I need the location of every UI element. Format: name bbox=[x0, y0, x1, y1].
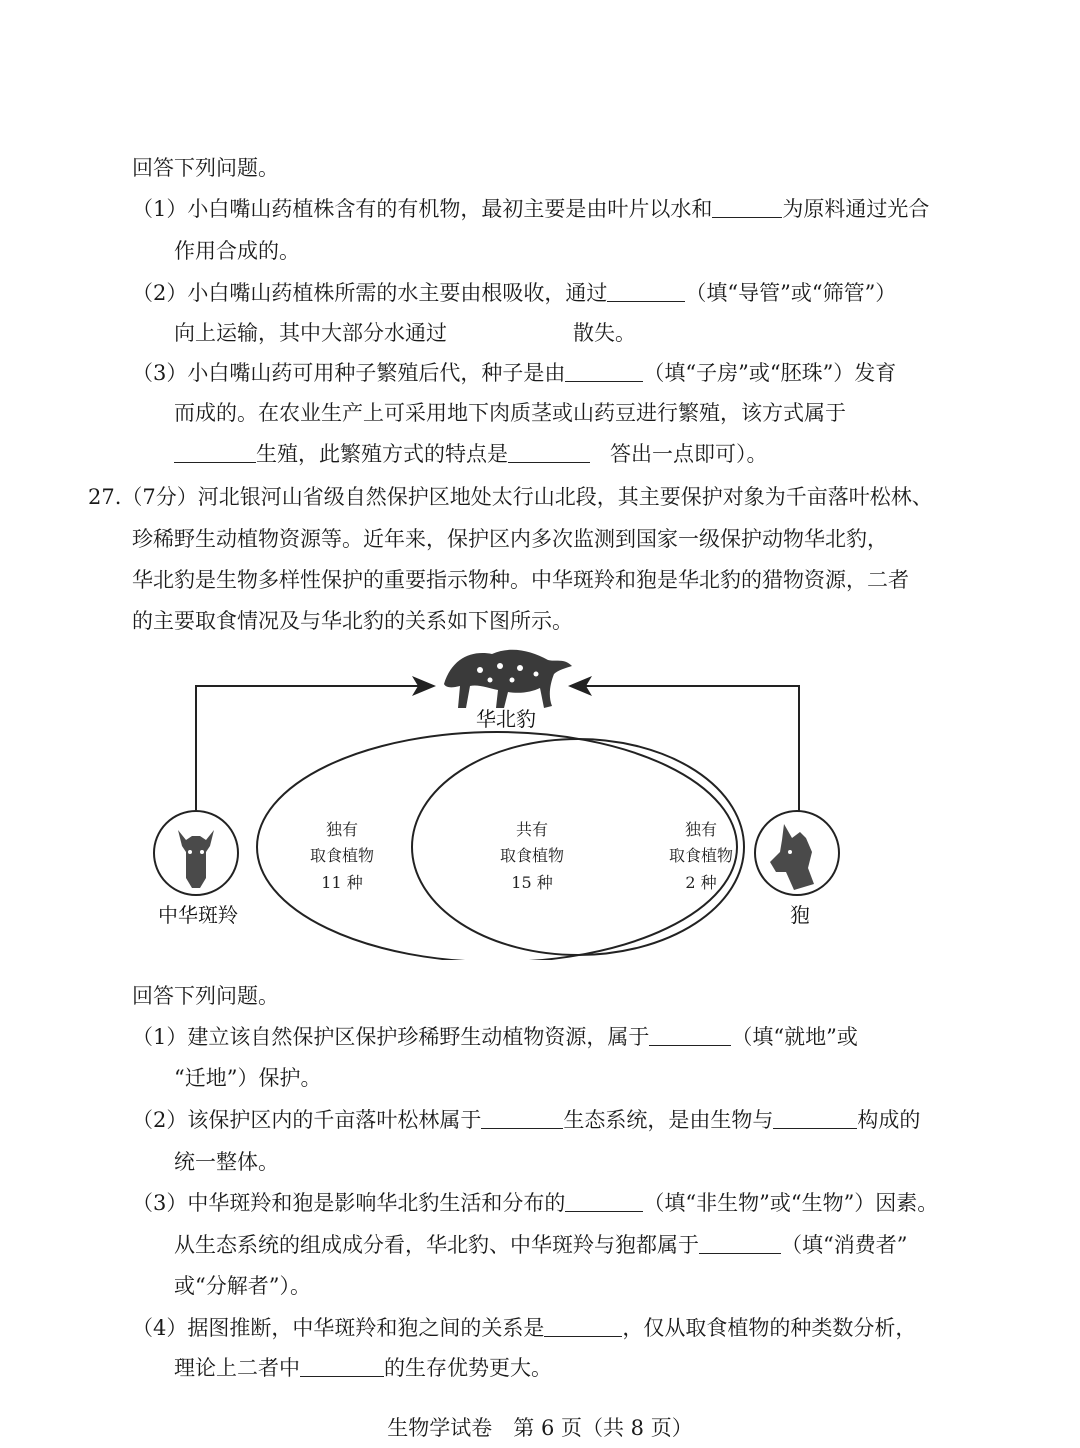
s2-q2-text-b: 生态系统，是由生物与 bbox=[563, 1108, 774, 1132]
s2-q2-line1 bbox=[132, 1110, 920, 1131]
right-arrow bbox=[572, 686, 799, 812]
section2-intro: 回答下列问题。 bbox=[132, 984, 279, 1008]
q1-line1 bbox=[132, 199, 929, 220]
q3-line1 bbox=[132, 363, 896, 384]
q27-line3: 华北豹是生物多样性保护的重要指示物种。中华斑羚和狍是华北豹的猎物资源，二者 bbox=[132, 568, 909, 592]
q2-line2 bbox=[174, 323, 636, 344]
s2-q4-text-c: 理论上二者中 bbox=[174, 1356, 300, 1380]
q3-text-e: 答出一点即可）。 bbox=[610, 442, 768, 466]
q1-text-b: 为原料通过光合 bbox=[782, 197, 930, 221]
answer-blank bbox=[712, 199, 782, 218]
answer-blank bbox=[544, 1318, 622, 1337]
s2-q4-text-a: （4）据图推断，中华斑羚和狍之间的关系是 bbox=[132, 1316, 545, 1340]
s2-q4-line2 bbox=[174, 1358, 552, 1379]
q3-text-d: 生殖，此繁殖方式的特点是 bbox=[256, 442, 508, 466]
s2-q2-text-a: （2）该保护区内的千亩落叶松林属于 bbox=[132, 1108, 482, 1132]
food-relation-diagram bbox=[0, 640, 1080, 960]
q27-line2: 珍稀野生动植物资源等。近年来，保护区内多次监测到国家一级保护动物华北豹， bbox=[132, 527, 888, 551]
left-only-line3: 11 种 bbox=[321, 873, 363, 892]
q3-line3 bbox=[174, 444, 768, 465]
answer-blank bbox=[699, 1235, 781, 1254]
page-footer: 生物学试卷 第 6 页（共 8 页） bbox=[387, 1416, 693, 1440]
s2-q2-text-c: 构成的 bbox=[857, 1108, 921, 1132]
shared-line2: 取食植物 bbox=[499, 846, 565, 865]
q2-text-a: （2）小白嘴山药植株所需的水主要由根吸收，通过 bbox=[132, 281, 608, 305]
answer-blank bbox=[649, 1027, 731, 1046]
section1-intro: 回答下列问题。 bbox=[132, 156, 279, 180]
s2-q3-line1 bbox=[132, 1193, 938, 1214]
answer-blank bbox=[773, 1110, 857, 1129]
answer-blank bbox=[481, 1110, 563, 1129]
left-animal-label: 中华斑羚 bbox=[158, 903, 238, 927]
shared-line3: 15 种 bbox=[511, 873, 553, 892]
s2-q2-line2: 统一整体。 bbox=[174, 1150, 279, 1174]
answer-blank bbox=[565, 1193, 643, 1212]
right-only-line3: 2 种 bbox=[685, 873, 717, 892]
s2-q1-text-b: （填“就地”或 bbox=[731, 1025, 858, 1049]
q3-text-b: （填“子房”或“胚珠”）发育 bbox=[643, 361, 897, 385]
s2-q3-line2 bbox=[174, 1235, 907, 1256]
answer-blank bbox=[174, 444, 256, 463]
right-only-line1: 独有 bbox=[684, 820, 718, 839]
s2-q3-line3: 或“分解者”）。 bbox=[174, 1274, 311, 1298]
q2-text-b: （填“导管”或“筛管”） bbox=[685, 281, 897, 305]
s2-q3-text-c: 从生态系统的组成成分看，华北豹、中华斑羚与狍都属于 bbox=[174, 1233, 699, 1257]
q3-line2: 而成的。在农业生产上可采用地下肉质茎或山药豆进行繁殖，该方式属于 bbox=[174, 401, 846, 425]
q2-text-d: 散失。 bbox=[573, 321, 636, 345]
q2-text-c: 向上运输，其中大部分水通过 bbox=[174, 321, 447, 345]
right-animal-label: 狍 bbox=[790, 903, 810, 927]
answer-blank bbox=[607, 283, 685, 302]
right-only-line2: 取食植物 bbox=[668, 846, 734, 865]
shared-line1: 共有 bbox=[515, 820, 549, 839]
answer-blank bbox=[300, 1358, 384, 1377]
s2-q1-line1 bbox=[132, 1027, 858, 1048]
q1-line2: 作用合成的。 bbox=[174, 239, 300, 263]
s2-q1-line2: “迁地”）保护。 bbox=[174, 1066, 322, 1090]
s2-q4-text-b: ，仅从取食植物的种类数分析， bbox=[622, 1316, 917, 1340]
q27-line1: 27.（7分）河北银河山省级自然保护区地处太行山北段，其主要保护对象为千亩落叶松林、 bbox=[88, 485, 933, 509]
answer-blank bbox=[508, 444, 590, 463]
q1-text-a: （1）小白嘴山药植株含有的有机物，最初主要是由叶片以水和 bbox=[132, 197, 713, 221]
left-arrow bbox=[196, 686, 432, 810]
s2-q4-line1 bbox=[132, 1318, 916, 1339]
s2-q3-text-b: （填“非生物”或“生物”）因素。 bbox=[643, 1191, 939, 1215]
left-only-line2: 取食植物 bbox=[309, 846, 375, 865]
q3-text-a: （3）小白嘴山药可用种子繁殖后代，种子是由 bbox=[132, 361, 566, 385]
predator-label: 华北豹 bbox=[476, 707, 536, 731]
s2-q1-text-a: （1）建立该自然保护区保护珍稀野生动植物资源，属于 bbox=[132, 1025, 650, 1049]
q2-line1 bbox=[132, 283, 896, 304]
q27-line4: 的主要取食情况及与华北豹的关系如下图所示。 bbox=[132, 609, 573, 633]
leopard-icon bbox=[444, 650, 572, 708]
s2-q3-text-a: （3）中华斑羚和狍是影响华北豹生活和分布的 bbox=[132, 1191, 566, 1215]
left-only-line1: 独有 bbox=[325, 820, 359, 839]
answer-blank bbox=[565, 363, 643, 382]
s2-q4-text-d: 的生存优势更大。 bbox=[384, 1356, 552, 1380]
s2-q3-text-d: （填“消费者” bbox=[781, 1233, 908, 1257]
